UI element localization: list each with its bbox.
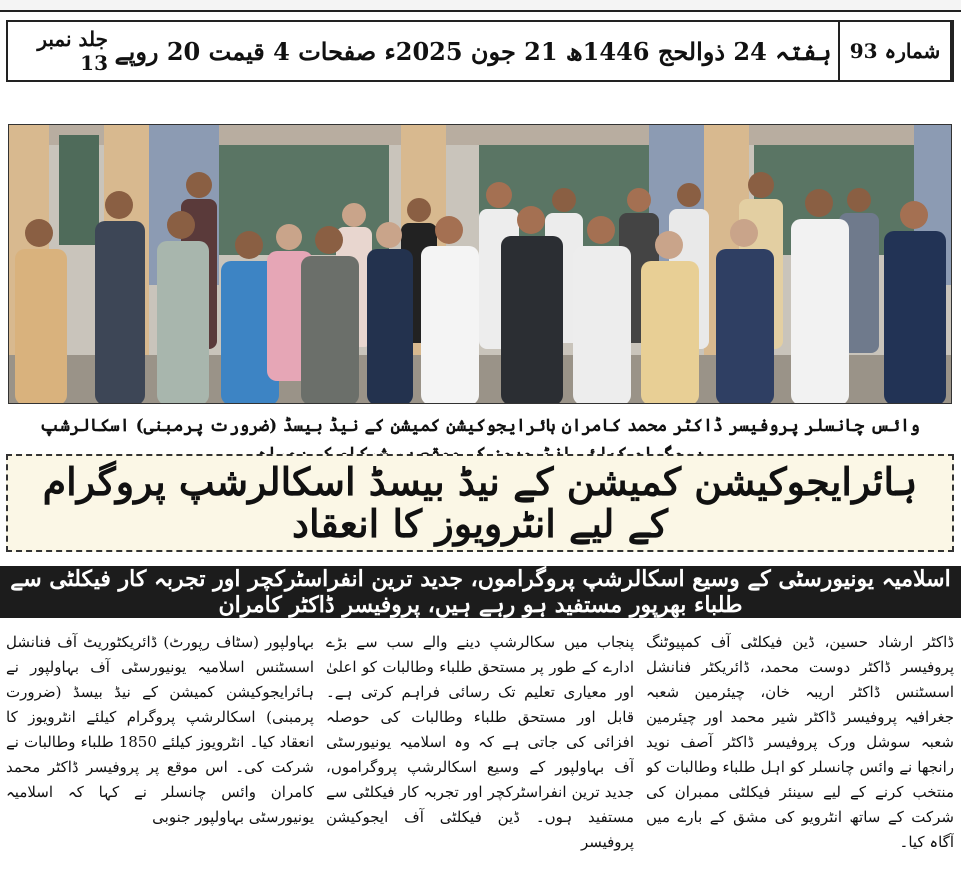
volume-number: جلد نمبر 13 xyxy=(37,27,108,75)
headline: ہائرایجوکیشن کمیشن کے نیڈ بیسڈ اسکالرشپ پروگرام کے لیے انٹرویوز کا انعقاد xyxy=(6,454,954,552)
issue-number: شمارہ 93 xyxy=(840,22,952,80)
article-column-1: بہاولپور (سٹاف رپورٹ) ڈائریکٹوریٹ آف فنانشل اسسٹنس اسلامیہ یونیورسٹی آف بہاولپور نے ہائرایجوکیشن کمیشن کے نیڈ بیسڈ (ضرورت پرمبنی) اسکالرشپ پروگرام کیلئے انٹرویوز کا انعقاد کیا۔ انٹرویوز کیلئے 1850 طلباء وطالبات نے شرکت کی۔ اس موقع پر پروفیسر ڈاکٹر محمد کامران وائس چانسلر نے کہا کہ اسلامیہ یونیورسٹی بہاولپور جنوبی xyxy=(6,633,314,826)
photo-caption: وائس چانسلر پروفیسر ڈاکٹر محمد کامران ہائرایجوکیشن کمیشن کے نیڈ بیسڈ (ضرورت پرمبنی) اسکالرشپ xyxy=(40,416,920,436)
group-photo xyxy=(8,124,952,404)
date-line: ہفتہ 24 ذوالحج 1446ھ 21 جون 2025ء صفحات 4 قیمت 20 روپے xyxy=(108,22,840,80)
masthead xyxy=(6,20,954,82)
top-border xyxy=(0,0,961,12)
article-column-2: پنجاب میں سکالرشپ دینے والے سب سے بڑے ادارے کے طور پر مستحق طلباء وطالبات کو اعلیٰ اور معیاری تعلیم تک رسائی فراہم کرتی ہے۔ قابل اور مستحق طلباء وطالبات کی حوصلہ افزائی کی جاتی ہے کہ وہ اسلامیہ یونیورسٹی آف بہاولپور کے وسیع اسکالرشپ پروگراموں، جدید ترین انفراسٹرکچر اور تجربہ کار فیکلٹی سے مستفید ہوں۔ ڈین فیکلٹی آف ایجوکیشن پروفیسر xyxy=(326,633,634,851)
article-column-3: ڈاکٹر ارشاد حسین، ڈین فیکلٹی آف کمپیوٹنگ پروفیسر ڈاکٹر دوست محمد، ڈائریکٹر فنانشل اسسٹنس ڈاکٹر اریبہ خان، چیئرمین شعبہ جغرافیہ پروفیسر ڈاکٹر شیر محمد اور چیئرمین شعبہ سوشل ورک پروفیسر ڈاکٹر آصف نوید رانجھا نے وائس چانسلر کو اہل طلباء وطالبات کو منتخب کرنے کے لیے سینئر فیکلٹی ممبران کی شرکت کے ساتھ انٹرویو کی مشق کے بارے میں آگاہ کیا۔ xyxy=(646,633,954,851)
subheadline: اسلامیہ یونیورسٹی کے وسیع اسکالرشپ پروگراموں، جدید ترین انفراسٹرکچر اور تجربہ کار فیکلٹی سے طلباء بھرپور مستفید ہو رہے ہیں، پروفیسر ڈاکٹر کامران xyxy=(0,566,961,618)
group-photo-illustration xyxy=(9,125,952,404)
article-body xyxy=(6,630,954,880)
